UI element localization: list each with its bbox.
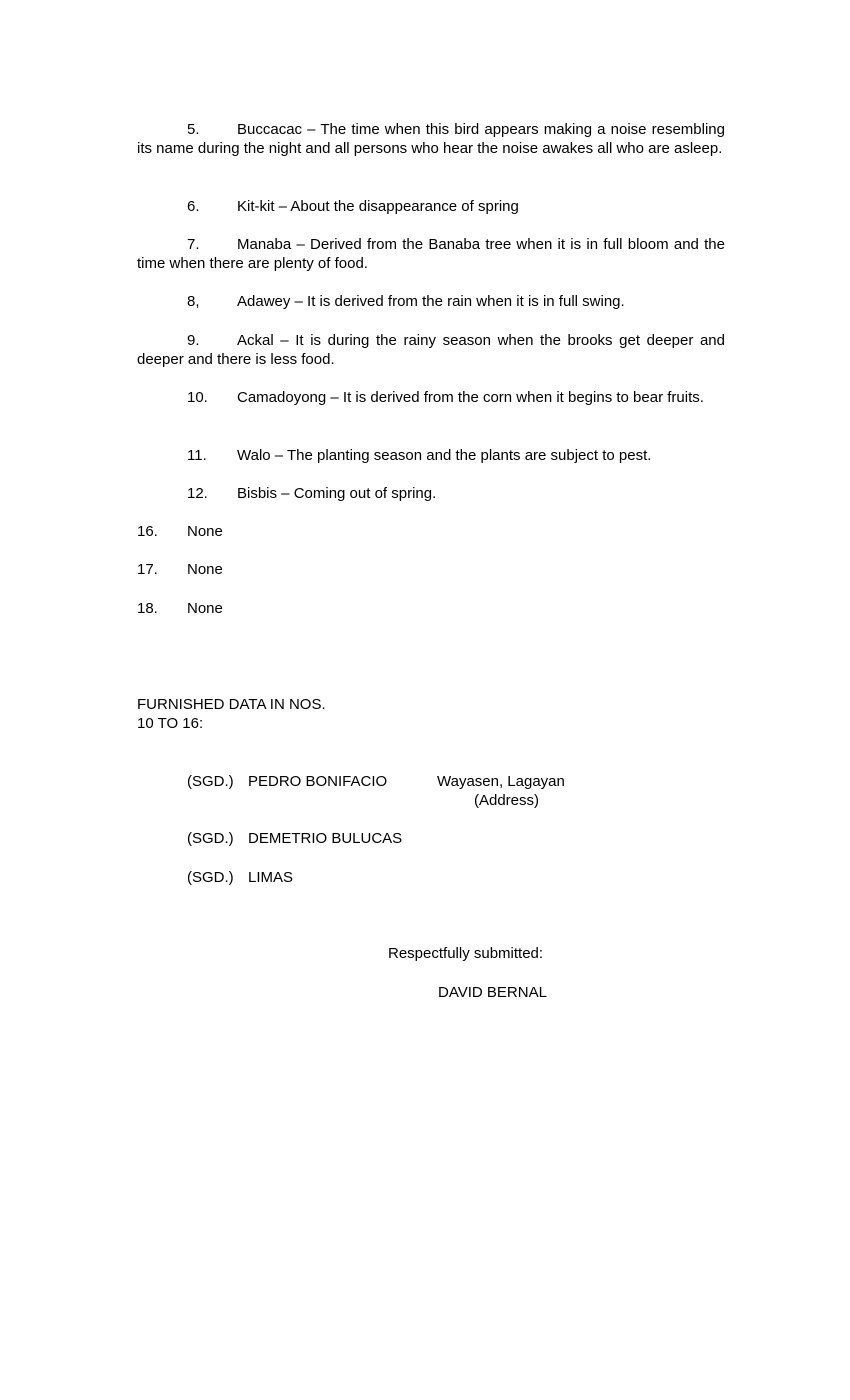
item-number: 9. — [187, 332, 200, 349]
list-item — [137, 331, 725, 369]
answer-item — [137, 522, 223, 541]
answer-text: None — [187, 523, 223, 540]
signed-prefix: (SGD.) — [187, 830, 234, 847]
signer-name: DAVID BERNAL — [438, 984, 547, 1001]
answer-number: 16. — [137, 523, 158, 540]
signatory — [187, 829, 402, 848]
answer-text: None — [187, 600, 223, 617]
list-item — [137, 292, 725, 311]
closing-text: Respectfully submitted: — [388, 945, 544, 962]
list-item — [137, 388, 725, 407]
signatory — [187, 868, 293, 887]
item-number: 6. — [187, 198, 200, 215]
item-number: 12. — [187, 485, 208, 502]
furnished-line-2: 10 TO 16: — [137, 715, 204, 732]
list-item — [137, 484, 725, 503]
signed-prefix: (SGD.) — [187, 869, 234, 886]
furnished-line-1: FURNISHED DATA IN NOS. — [137, 696, 326, 713]
furnished-data-heading — [137, 695, 326, 733]
signed-prefix: (SGD.) — [187, 773, 234, 790]
answer-item — [137, 560, 223, 579]
list-item — [137, 197, 725, 216]
signatory-name: DEMETRIO BULUCAS — [248, 830, 403, 847]
item-text: Camadoyong – It is derived from the corn when it begins to bear fruits. — [237, 389, 704, 406]
item-number: 5. — [187, 121, 200, 138]
item-number: 8, — [187, 293, 200, 310]
list-item — [137, 446, 725, 465]
signatory-name: LIMAS — [248, 869, 294, 886]
item-text: Kit-kit – About the disappearance of spring — [237, 198, 519, 215]
answer-number: 17. — [137, 561, 158, 578]
answer-item — [137, 599, 223, 618]
address-label: (Address) — [474, 792, 540, 809]
item-text: Buccacac – The time when this bird appears making a noise resembling its name during the night and all persons who hear the noise awakes all who are asleep. — [137, 121, 725, 157]
item-number: 11. — [187, 447, 207, 464]
list-item — [137, 235, 725, 273]
item-number: 7. — [187, 236, 200, 253]
answer-text: None — [187, 561, 223, 578]
address-place: Wayasen, Lagayan — [437, 773, 565, 790]
item-text: Bisbis – Coming out of spring. — [237, 485, 437, 502]
item-text: Adawey – It is derived from the rain when it is in full swing. — [237, 293, 625, 310]
answer-number: 18. — [137, 600, 158, 617]
item-text: Manaba – Derived from the Banaba tree when it is in full bloom and the time when there are plenty of food. — [137, 236, 725, 272]
signatory — [187, 772, 387, 791]
item-number: 10. — [187, 389, 208, 406]
list-item — [137, 120, 725, 158]
item-text: Ackal – It is during the rainy season when the brooks get deeper and deeper and there is less food. — [137, 332, 725, 368]
item-text: Walo – The planting season and the plants are subject to pest. — [237, 447, 652, 464]
signatory-name: PEDRO BONIFACIO — [248, 773, 388, 790]
